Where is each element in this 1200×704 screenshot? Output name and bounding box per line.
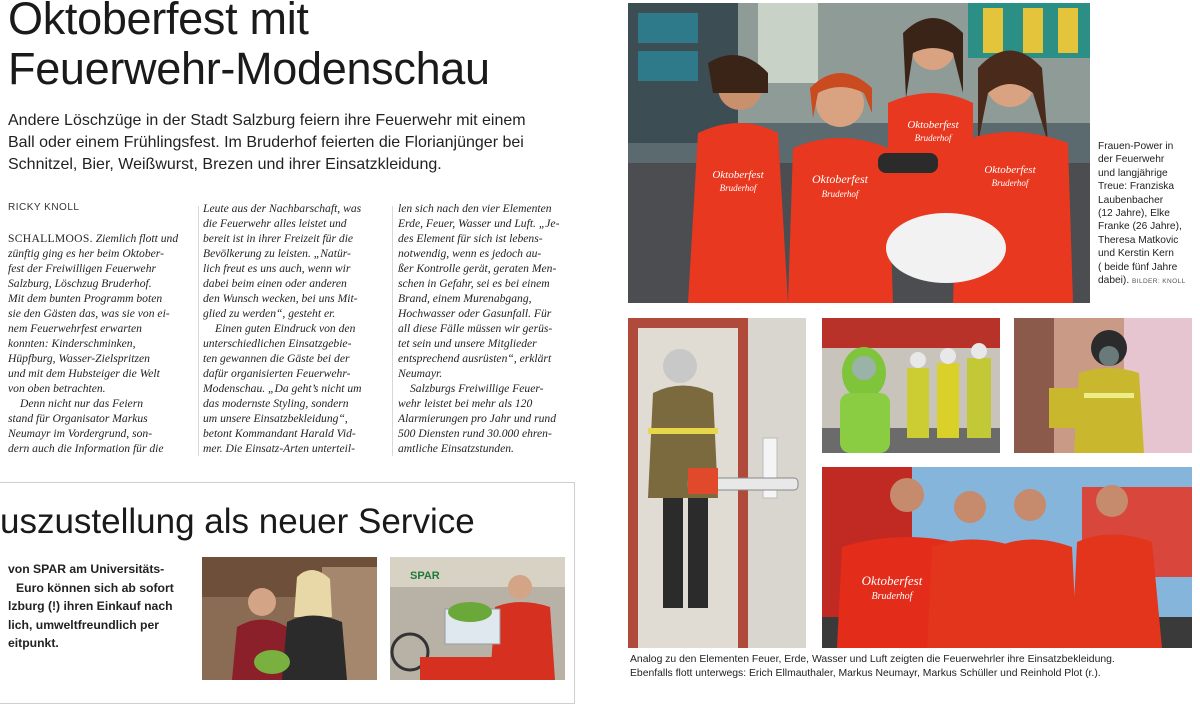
caption-line: dabei). (1098, 275, 1130, 287)
body-line: Bevölkerung zu leisten. „Natür- (203, 247, 351, 260)
body-line: Denn nicht nur das Feiern (20, 397, 144, 410)
body-line: notwendig, wenn es jedoch au- (398, 247, 542, 260)
body-line: Einen guten Eindruck von den (215, 322, 356, 335)
shirt-text: Oktoberfest (984, 164, 1036, 176)
lead-line: Andere Löschzüge in der Stadt Salzburg feiern ihre Feuerwehr mit einem (8, 112, 526, 129)
body-line: und mit dem Hubsteiger die Welt (8, 367, 160, 380)
lead-line: Schnitzel, Bier, Weißwurst, Brezen und ihrer Einsatzkleidung. (8, 156, 442, 173)
body-line: wehr leistet bei mehr als 120 (398, 397, 533, 410)
caption-line: ( beide fünf Jahre (1098, 261, 1178, 273)
shirt-text: Bruderhof (991, 178, 1029, 188)
body-column-3 (398, 201, 583, 456)
column-divider (392, 206, 393, 456)
shirt-text: Oktoberfest (861, 573, 923, 588)
caption-line: Analog zu den Elementen Feuer, Erde, Wasser und Luft zeigten die Feuerwehrler ihre Einsatzbekleidung. (630, 654, 1115, 665)
body-line: sie den Gästen das, was sie von ei- (8, 307, 170, 320)
body-line: Modenschau. „Da geht’s nicht um (203, 382, 362, 395)
photo-chainsaw-firefighter (628, 318, 806, 648)
body-column-1 (8, 231, 193, 456)
body-line: Ziemlich flott und (95, 232, 179, 245)
dateline: SCHALLMOOS. (8, 232, 93, 245)
body-line: Neumayr im Vordergrund, son- (8, 427, 153, 440)
body-line: mer. Die Einsatz-Arten unterteil- (203, 442, 355, 455)
body-line: des Element für sich ist lebens- (398, 232, 543, 245)
caption-line: Frauen-Power in (1098, 141, 1174, 152)
body-line: fest der Freiwilligen Feuerwehr (8, 262, 157, 275)
shirt-text: Bruderhof (871, 591, 913, 602)
caption-line: Ebenfalls flott unterwegs: Erich Ellmauthaler, Markus Neumayr, Markus Schüller und Reinhold Plot (r.). (630, 667, 1101, 679)
teaser-line: eitpunkt. (8, 636, 59, 650)
body-line: nem Feuerwehrfest erwarten (8, 322, 142, 335)
photo-caption-side (1098, 140, 1198, 288)
caption-line: Franke (26 Jahre), (1098, 221, 1182, 233)
body-line: den Wunsch wecken, bei uns Mit- (203, 292, 358, 305)
shirt-text: Bruderhof (914, 133, 952, 143)
caption-line: (12 Jahre), Elke (1098, 208, 1170, 220)
body-line: schen in Gefahr, sei es bei einem (398, 277, 550, 290)
body-line: ten gewannen die Gäste bei der (203, 352, 350, 365)
body-line: die Feuerwehr alles leistet und (203, 217, 347, 230)
caption-line: Theresa Matkovic (1098, 234, 1179, 246)
caption-line: und langjährige (1098, 167, 1168, 179)
photo-women-firefighters (628, 3, 1090, 303)
body-line: zünftig ging es her beim Oktober- (8, 247, 164, 260)
shirt-text: Oktoberfest (812, 172, 868, 186)
body-column-2 (203, 201, 388, 456)
body-line: dafür organisierten Feuerwehr- (203, 367, 351, 380)
photo-hazmat-suits (822, 318, 1000, 453)
second-article-headline: uszustellung als neuer Service (0, 502, 475, 541)
body-line: ßer Kontrolle gerät, geraten Men- (398, 262, 557, 275)
photo-store-women (202, 557, 377, 680)
byline: RICKY KNOLL (8, 202, 80, 213)
body-line: 500 Diensten rund 30.000 ehren- (398, 427, 552, 440)
body-line: konnten: Kinderschminken, (8, 337, 136, 350)
body-line: lich freut es uns auch, wenn wir (203, 262, 351, 275)
body-line: Alarmierungen pro Jahr und rund (398, 412, 557, 425)
body-line: um unsere Einsatzbekleidung“, (203, 412, 348, 425)
teaser-line: von SPAR am Universitäts- (8, 562, 165, 576)
shirt-text: Bruderhof (719, 183, 757, 193)
body-line: stand für Organisator Markus (8, 412, 148, 425)
caption-line: Treue: Franziska (1098, 181, 1175, 193)
teaser-line: lich, umweltfreundlich per (8, 617, 160, 632)
photo-credit: BILDER: KNOLL (1132, 278, 1186, 286)
body-line: Neumayr. (398, 367, 443, 380)
body-line: dabei beim einen oder anderen (203, 277, 347, 290)
body-line: Brand, einem Murenabgang, (398, 292, 532, 305)
caption-line: Laubenbacher (1098, 194, 1164, 206)
body-line: len sich nach den vier Elementen (398, 202, 552, 215)
caption-line: und Kerstin Kern (1098, 248, 1174, 260)
teaser-line: lzburg (!) ihren Einkauf nach (8, 599, 173, 613)
body-line: Leute aus der Nachbarschaft, was (203, 202, 362, 215)
photo-delivery-bike (390, 557, 565, 680)
body-line: amtliche Einsatzstunden. (398, 442, 514, 455)
second-article-teaser (8, 560, 193, 653)
teaser-line: Euro können sich ab sofort (16, 580, 174, 595)
body-line: dern auch die Information für die (8, 442, 164, 455)
shirt-text: Bruderhof (821, 189, 859, 199)
body-line: Hüpfburg, Wasser-Zielspritzen (8, 352, 150, 365)
body-line: Hochwasser oder Gasunfall. Für (398, 307, 552, 320)
body-line: Salzburg, Löschzug Bruderhof. (8, 277, 152, 290)
body-line: betont Kommandant Harald Vid- (203, 427, 356, 440)
body-line: tet sein und unsere Mitglieder (398, 337, 537, 350)
body-line: entsprechend ausrüsten“, erklärt (398, 352, 552, 365)
body-line: all diese Fälle müssen wir gerüs- (398, 322, 553, 335)
shirt-text: Oktoberfest (712, 169, 764, 181)
photo-caption-bottom (630, 653, 1200, 680)
article-headline (8, 0, 608, 94)
headline-line-1: Oktoberfest mit (8, 0, 309, 44)
article-lead (8, 110, 583, 176)
column-divider (198, 206, 199, 456)
caption-line: der Feuerwehr (1098, 154, 1165, 166)
lead-line: Ball oder einem Frühlingsfest. Im Bruderhof feierten die Florianjünger bei (8, 134, 524, 151)
store-sign: SPAR (410, 570, 440, 582)
photo-breathing-apparatus (1014, 318, 1192, 453)
body-line: Mit dem bunten Programm boten (8, 292, 163, 305)
body-line: Erde, Feuer, Wasser und Luft. „Je- (398, 217, 560, 230)
body-line: von oben betrachten. (8, 382, 106, 395)
body-line: unterschiedlichen Einsatzgebie- (203, 337, 352, 350)
body-line: bereit ist in ihrer Freizeit für die (203, 232, 354, 245)
body-line: glied zu werden“, gesteht er. (203, 307, 336, 320)
photo-men-group (822, 467, 1192, 648)
shirt-text: Oktoberfest (907, 119, 959, 131)
body-line: das modernste Styling, sondern (203, 397, 349, 410)
headline-line-2: Feuerwehr-Modenschau (8, 43, 490, 94)
body-line: Salzburgs Freiwillige Feuer- (410, 382, 544, 395)
